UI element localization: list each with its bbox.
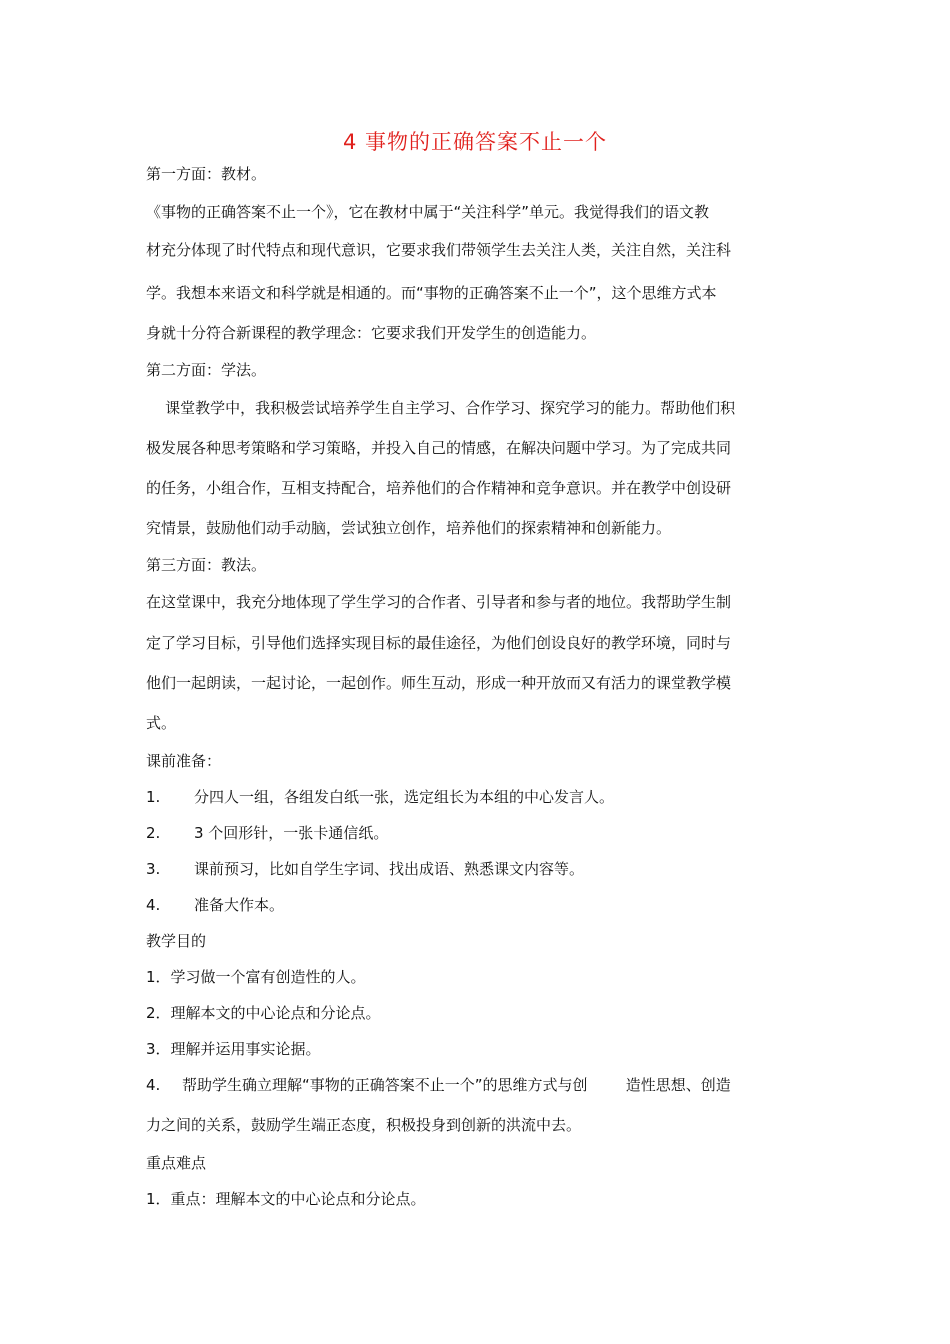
goal-item xyxy=(146,1075,808,1095)
section1-line: 身就十分符合新课程的教学理念：它要求我们开发学生的创造能力。 xyxy=(146,324,597,342)
goal-item: 2．理解本文的中心论点和分论点。 xyxy=(146,1004,381,1022)
section3-line: 定了学习目标，引导他们选择实现目标的最佳途径，为他们创设良好的教学环境，同时与 xyxy=(146,634,732,652)
key-item: 1．重点：理解本文的中心论点和分论点。 xyxy=(146,1190,426,1208)
prep-item-text: 准备大作本。 xyxy=(194,896,285,914)
prep-item-number: 2. xyxy=(146,824,161,842)
prep-item xyxy=(146,895,808,915)
section2-line: 极发展各种思考策略和学习策略，并投入自己的情感，在解决问题中学习。为了完成共同 xyxy=(146,439,732,457)
key-heading: 重点难点 xyxy=(146,1154,207,1172)
prep-item xyxy=(146,859,808,879)
prep-item-number: 3. xyxy=(146,860,161,878)
goal-item: 3．理解并运用事实论据。 xyxy=(146,1040,321,1058)
section3-line: 式。 xyxy=(146,714,177,732)
goal-item-continuation: 力之间的关系，鼓励学生端正态度，积极投身到创新的洪流中去。 xyxy=(146,1116,582,1134)
prep-item-number: 1. xyxy=(146,788,161,806)
prep-item-text: 3 个回形针，一张卡通信纸。 xyxy=(194,824,389,842)
document-title: 4 事物的正确答案不止一个 xyxy=(342,130,608,154)
section1-line: 材充分体现了时代特点和现代意识，它要求我们带领学生去关注人类，关注自然，关注科 xyxy=(146,241,732,259)
section3-line: 他们一起朗读，一起讨论，一起创作。师生互动，形成一种开放而又有活力的课堂教学模 xyxy=(146,674,732,692)
section3-heading: 第三方面：教法。 xyxy=(146,556,267,574)
goals-heading: 教学目的 xyxy=(146,932,207,950)
prep-item xyxy=(146,823,808,843)
section2-line: 课堂教学中，我积极尝试培养学生自主学习、合作学习、探究学习的能力。帮助他们积 xyxy=(146,399,736,417)
section3-line: 在这堂课中，我充分地体现了学生学习的合作者、引导者和参与者的地位。我帮助学生制 xyxy=(146,593,732,611)
prep-item-text: 分四人一组，各组发白纸一张，选定组长为本组的中心发言人。 xyxy=(194,788,615,806)
section2-heading: 第二方面：学法。 xyxy=(146,361,267,379)
prep-item-text: 课前预习，比如自学生字词、找出成语、熟悉课文内容等。 xyxy=(194,860,585,878)
goal-item-number: 4. xyxy=(146,1076,161,1094)
section2-line: 究情景，鼓励他们动手动脑，尝试独立创作，培养他们的探索精神和创新能力。 xyxy=(146,519,672,537)
section1-line: 《事物的正确答案不止一个》，它在教材中属于“关注科学”单元。我觉得我们的语文教 xyxy=(146,203,710,221)
section1-heading: 第一方面：教材。 xyxy=(146,165,267,183)
section1-line: 学。我想本来语文和科学就是相通的。而“事物的正确答案不止一个”，这个思维方式本 xyxy=(146,284,717,302)
section2-line: 的任务，小组合作，互相支持配合，培养他们的合作精神和竞争意识。并在教学中创设研 xyxy=(146,479,732,497)
prep-heading: 课前准备： xyxy=(146,752,222,770)
prep-item-number: 4. xyxy=(146,896,161,914)
goal-item: 1．学习做一个富有创造性的人。 xyxy=(146,968,366,986)
goal-item-text: 帮助学生确立理解“事物的正确答案不止一个”的思维方式与创 造性思想、创造 xyxy=(182,1076,731,1094)
prep-item xyxy=(146,787,808,807)
